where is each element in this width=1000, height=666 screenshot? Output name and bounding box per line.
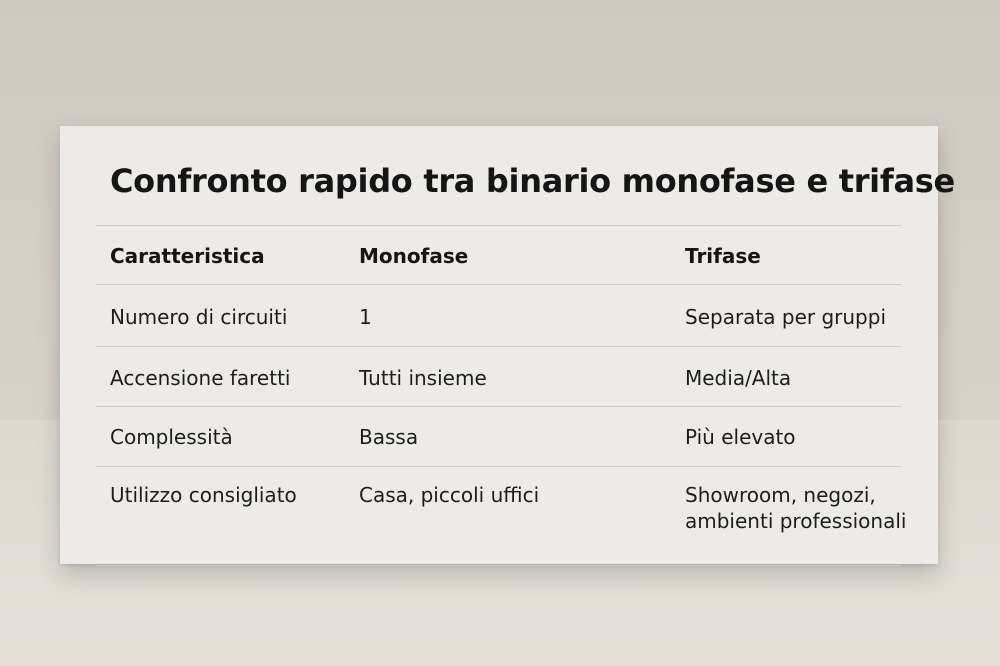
table-header-row	[96, 225, 901, 284]
table-cell: Complessità	[110, 425, 233, 449]
table-cell: Separata per gruppi	[685, 305, 887, 329]
table-row	[96, 406, 901, 466]
card-title: Confronto rapido tra binario monofase e trifase	[110, 162, 955, 200]
table-cell: Bassa	[359, 425, 419, 449]
table-row	[96, 284, 901, 346]
table-cell: Numero di circuiti	[110, 305, 288, 329]
header-cell-feature: Caratteristica	[110, 244, 265, 268]
table-cell: Più elevato	[685, 425, 796, 449]
table-cell: Utilizzo consigliato	[110, 483, 297, 507]
header-cell-trifase: Trifase	[685, 244, 761, 268]
table-cell: Media/Alta	[685, 366, 792, 390]
table-cell: Showroom, negozi,	[685, 483, 876, 507]
comparison-card	[60, 126, 955, 564]
table-cell: Tutti insieme	[359, 366, 487, 390]
comparison-table	[96, 225, 907, 566]
table-row	[96, 346, 901, 406]
table-cell: Accensione faretti	[110, 366, 291, 390]
table-row	[96, 466, 907, 566]
header-cell-monofase: Monofase	[359, 244, 469, 268]
table-cell-continuation: ambienti professionali	[685, 509, 907, 533]
table-cell: 1	[359, 305, 372, 329]
table-cell: Casa, piccoli uffici	[359, 483, 540, 507]
